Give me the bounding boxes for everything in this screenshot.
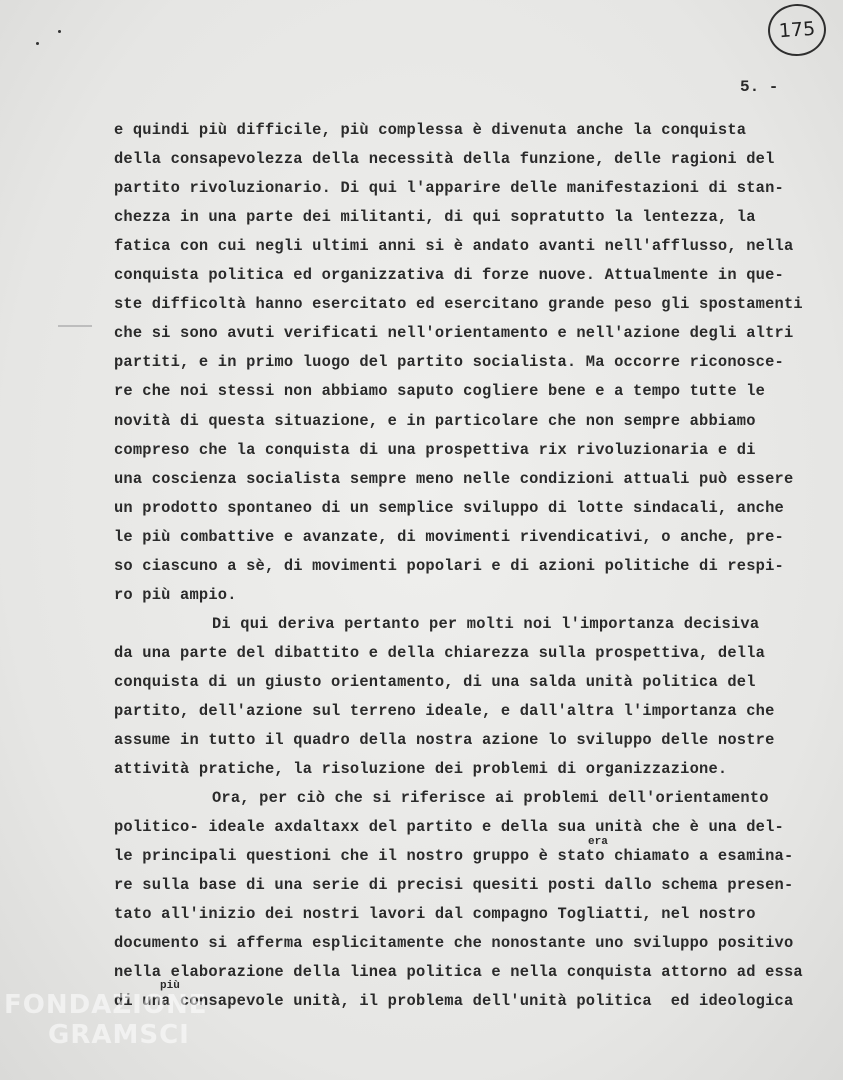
handwritten-insertion: era xyxy=(588,836,608,848)
text-line: le principali questioni che il nostro gruppo è stato chiamato a esamina- xyxy=(114,847,794,865)
archive-folio-stamp: 175 xyxy=(766,2,827,58)
text-line: le più combattive e avanzate, di movimenti rivendicativi, o anche, pre- xyxy=(114,528,784,546)
text-line: documento si afferma esplicitamente che nonostante uno sviluppo positivo xyxy=(114,934,794,952)
text-line: so ciascuno a sè, di movimenti popolari e di azioni politiche di respi- xyxy=(114,557,784,575)
text-line: conquista di un giusto orientamento, di una salda unità politica del xyxy=(114,673,756,691)
text-line: tato all'inizio dei nostri lavori dal compagno Togliatti, nel nostro xyxy=(114,905,756,923)
text-line: ste difficoltà hanno esercitato ed esercitano grande peso gli spostamenti xyxy=(114,295,803,313)
watermark-line: FONDAZIONE xyxy=(4,990,208,1020)
ink-speck xyxy=(36,42,39,45)
text-line: compreso che la conquista di una prospettiva rix rivoluzionaria e di xyxy=(114,441,756,459)
text-line: fatica con cui negli ultimi anni si è andato avanti nell'afflusso, nella xyxy=(114,237,794,255)
text-line: partito, dell'azione sul terreno ideale, e dall'altra l'importanza che xyxy=(114,702,775,720)
text-line: conquista politica ed organizzativa di forze nuove. Attualmente in que- xyxy=(114,266,784,284)
text-line: re sulla base di una serie di precisi quesiti posti dallo schema presen- xyxy=(114,876,794,894)
text-line: nella elaborazione della linea politica e nella conquista attorno ad essa xyxy=(114,963,803,981)
text-line: da una parte del dibattito e della chiarezza sulla prospettiva, della xyxy=(114,644,766,662)
ink-speck xyxy=(58,30,61,33)
page-number: 5. - xyxy=(740,78,779,96)
text-line: e quindi più difficile, più complessa è divenuta anche la conquista xyxy=(114,121,747,139)
paragraph-first-line: Di qui deriva pertanto per molti noi l'importanza decisiva xyxy=(212,615,760,633)
text-line: assume in tutto il quadro della nostra azione lo sviluppo delle nostre xyxy=(114,731,775,749)
paragraph-first-line: Ora, per ciò che si riferisce ai problemi dell'orientamento xyxy=(212,789,769,807)
text-line: chezza in una parte dei militanti, di qui sopratutto la lentezza, la xyxy=(114,208,756,226)
text-line: novità di questa situazione, e in particolare che non sempre abbiamo xyxy=(114,412,756,430)
archive-watermark xyxy=(4,990,207,1050)
text-line: che si sono avuti verificati nell'orientamento e nell'azione degli altri xyxy=(114,324,794,342)
text-line: di una consapevole unità, il problema dell'unità politica ed ideologica xyxy=(114,992,794,1010)
text-line: ro più ampio. xyxy=(114,586,237,604)
margin-mark xyxy=(58,325,92,327)
watermark-line: GRAMSCI xyxy=(48,1020,190,1050)
text-line: partito rivoluzionario. Di qui l'apparire delle manifestazioni di stan- xyxy=(114,179,784,197)
text-line: re che noi stessi non abbiamo saputo cogliere bene e a tempo tutte le xyxy=(114,382,766,400)
text-line: della consapevolezza della necessità della funzione, delle ragioni del xyxy=(114,150,775,168)
handwritten-insertion: più xyxy=(160,980,180,992)
text-line: partiti, e in primo luogo del partito socialista. Ma occorre riconosce- xyxy=(114,353,784,371)
text-line: politico- ideale axdaltaxx del partito e della sua unità che è una del- xyxy=(114,818,784,836)
text-line: attività pratiche, la risoluzione dei problemi di organizzazione. xyxy=(114,760,728,778)
text-line: un prodotto spontaneo di un semplice sviluppo di lotte sindacali, anche xyxy=(114,499,784,517)
text-line: una coscienza socialista sempre meno nelle condizioni attuali può essere xyxy=(114,470,794,488)
